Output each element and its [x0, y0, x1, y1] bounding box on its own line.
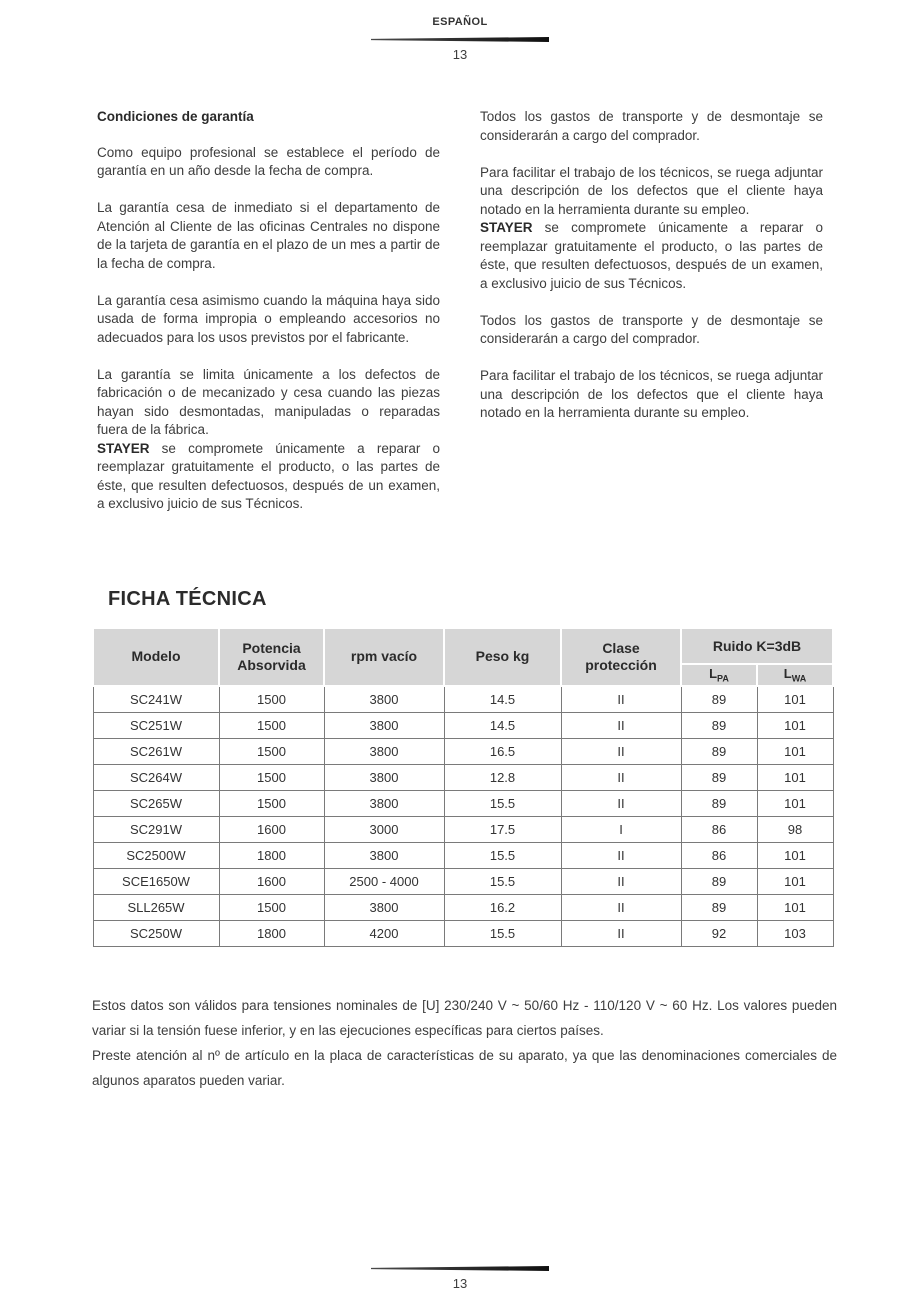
lwa-sub: WA — [791, 673, 807, 684]
table-cell: 103 — [757, 920, 833, 946]
table-cell: 15.5 — [444, 790, 561, 816]
paragraph — [97, 440, 440, 514]
paragraph: Para facilitar el trabajo de los técnicos, se ruega adjuntar una descripción de los defectos que el cliente haya notado en la herramienta durante su empleo. — [480, 368, 823, 420]
table-cell: 1800 — [219, 920, 324, 946]
col-header-potencia: Potencia Absorvida — [219, 628, 324, 686]
table-cell: II — [561, 686, 681, 713]
table-cell: SC2500W — [93, 842, 219, 868]
table-cell: 3800 — [324, 764, 444, 790]
table-cell: II — [561, 738, 681, 764]
table-cell: 1500 — [219, 686, 324, 713]
table-cell: 16.5 — [444, 738, 561, 764]
table-row — [93, 790, 833, 816]
col-header-modelo: Modelo — [93, 628, 219, 686]
footer-rule — [371, 1266, 549, 1271]
lpa-sub: PA — [717, 673, 729, 684]
table-cell: 3000 — [324, 816, 444, 842]
language-label: ESPAÑOL — [432, 16, 488, 28]
table-row — [93, 738, 833, 764]
table-cell: SC265W — [93, 790, 219, 816]
table-cell: 1500 — [219, 790, 324, 816]
table-cell: 15.5 — [444, 920, 561, 946]
table-cell: II — [561, 764, 681, 790]
notes — [92, 993, 837, 1093]
table-cell: 101 — [757, 868, 833, 894]
two-column-text — [92, 108, 828, 532]
table-row — [93, 686, 833, 713]
table-cell: 3800 — [324, 712, 444, 738]
table-cell: 89 — [681, 712, 757, 738]
paragraph — [480, 219, 823, 293]
table-cell: 14.5 — [444, 712, 561, 738]
table-row — [93, 764, 833, 790]
table-cell: 86 — [681, 842, 757, 868]
table-cell: SC291W — [93, 816, 219, 842]
table-cell: 89 — [681, 686, 757, 713]
paragraph-text: se compromete únicamente a reparar o reemplazar gratuitamente el producto, o las partes de éste, que resulten defectuosos, después de un examen, a exclusivo juicio de sus Técnicos. — [97, 440, 440, 511]
col-header-rpm: rpm vacío — [324, 628, 444, 686]
paragraph: Todos los gastos de transporte y de desmontaje se considerarán a cargo del comprador. — [480, 312, 823, 346]
table-cell: SCE1650W — [93, 868, 219, 894]
table-cell: I — [561, 816, 681, 842]
table-cell: 3800 — [324, 842, 444, 868]
brand-name: STAYER — [480, 220, 533, 235]
header-rule — [371, 37, 549, 42]
page-number-bottom: 13 — [452, 1276, 468, 1291]
table-row — [93, 712, 833, 738]
table-cell: 101 — [757, 712, 833, 738]
table-cell: II — [561, 712, 681, 738]
table-cell: SC250W — [93, 920, 219, 946]
table-cell: II — [561, 842, 681, 868]
header-row — [93, 628, 833, 664]
table-cell: 1500 — [219, 764, 324, 790]
table-cell: 101 — [757, 790, 833, 816]
table-cell: 3800 — [324, 894, 444, 920]
table-cell: II — [561, 920, 681, 946]
table-cell: SC251W — [93, 712, 219, 738]
right-column — [480, 108, 823, 532]
paragraph: Para facilitar el trabajo de los técnicos, se ruega adjuntar una descripción de los defectos que el cliente haya notado en la herramienta durante su empleo. — [480, 164, 823, 217]
col-header-peso: Peso kg — [444, 628, 561, 686]
paragraph: Como equipo profesional se establece el período de garantía en un año desde la fecha de compra. — [97, 144, 440, 178]
table-cell: 89 — [681, 894, 757, 920]
table-cell: 1500 — [219, 738, 324, 764]
lwa-main: L — [783, 666, 792, 681]
table-row — [93, 816, 833, 842]
table-row — [93, 920, 833, 946]
table-cell: 89 — [681, 868, 757, 894]
page-number-top: 13 — [452, 47, 468, 62]
table-row — [93, 868, 833, 894]
table-cell: 12.8 — [444, 764, 561, 790]
table-cell: SC264W — [93, 764, 219, 790]
table-cell: 101 — [757, 842, 833, 868]
table-cell: 2500 - 4000 — [324, 868, 444, 894]
table-cell: 15.5 — [444, 842, 561, 868]
spec-table — [92, 627, 834, 947]
paragraph-text: se compromete únicamente a reparar o reemplazar gratuitamente el producto, o las partes de éste, que resulten defectuosos, después de un examen, a exclusivo juicio de sus Técnicos. — [480, 220, 823, 291]
page-footer — [0, 1266, 920, 1291]
note-article: Preste atención al nº de artículo en la placa de características de su aparato, ya que las denominaciones comerciales de algunos aparatos pueden variar. — [92, 1047, 837, 1088]
spec-table-body — [93, 686, 833, 947]
paragraph: La garantía cesa de inmediato si el departamento de Atención al Cliente de las oficinas Centrales no dispone de la tarjeta de garantía en el plazo de un mes a partir de la fecha de compra. — [97, 200, 440, 271]
table-cell: 89 — [681, 790, 757, 816]
col-header-ruido: Ruido K=3dB — [681, 628, 833, 664]
table-cell: II — [561, 868, 681, 894]
table-cell: 101 — [757, 686, 833, 713]
table-cell: 14.5 — [444, 686, 561, 713]
spec-table-head — [93, 628, 833, 686]
table-cell: 15.5 — [444, 868, 561, 894]
col-header-clase: Clase protección — [561, 628, 681, 686]
paragraph: La garantía se limita únicamente a los defectos de fabricación o de mecanizado y cesa cuando las piezas hayan sido desmontadas, manipuladas o reparadas fuera de la fábrica. — [97, 366, 440, 437]
table-row — [93, 894, 833, 920]
col-header-lpa — [681, 664, 757, 686]
paragraph: Todos los gastos de transporte y de desmontaje se considerarán a cargo del comprador. — [480, 109, 823, 143]
table-cell: 89 — [681, 738, 757, 764]
table-cell: 16.2 — [444, 894, 561, 920]
warranty-heading: Condiciones de garantía — [97, 109, 254, 124]
table-cell: 98 — [757, 816, 833, 842]
table-cell: 1600 — [219, 868, 324, 894]
table-cell: 92 — [681, 920, 757, 946]
col-header-lwa — [757, 664, 833, 686]
table-cell: 101 — [757, 738, 833, 764]
table-cell: 101 — [757, 894, 833, 920]
table-cell: II — [561, 790, 681, 816]
brand-name: STAYER — [97, 440, 150, 456]
table-cell: 1500 — [219, 712, 324, 738]
paragraph: La garantía cesa asimismo cuando la máquina haya sido usada de forma impropia o empleando accesorios no adecuados para los usos previstos por el fabricante. — [97, 292, 440, 345]
table-cell: 3800 — [324, 686, 444, 713]
table-cell: II — [561, 894, 681, 920]
table-cell: 86 — [681, 816, 757, 842]
content — [92, 108, 837, 1093]
table-cell: 1500 — [219, 894, 324, 920]
table-cell: SLL265W — [93, 894, 219, 920]
table-cell: 1800 — [219, 842, 324, 868]
left-column — [97, 108, 440, 532]
table-cell: 1600 — [219, 816, 324, 842]
table-cell: SC241W — [93, 686, 219, 713]
table-cell: 4200 — [324, 920, 444, 946]
section-title: FICHA TÉCNICA — [108, 588, 267, 610]
table-cell: 89 — [681, 764, 757, 790]
table-cell: 3800 — [324, 790, 444, 816]
lpa-main: L — [709, 666, 718, 681]
table-row — [93, 842, 833, 868]
table-cell: 101 — [757, 764, 833, 790]
table-cell: 3800 — [324, 738, 444, 764]
table-cell: SC261W — [93, 738, 219, 764]
page-header — [92, 16, 828, 62]
table-cell: 17.5 — [444, 816, 561, 842]
note-voltage: Estos datos son válidos para tensiones nominales de [U] 230/240 V ~ 50/60 Hz - 110/120 V ~ 60 Hz. Los valores pueden variar si la tensión fuese inferior, y en las ejecuciones específicas para ciertos países. — [92, 997, 837, 1038]
